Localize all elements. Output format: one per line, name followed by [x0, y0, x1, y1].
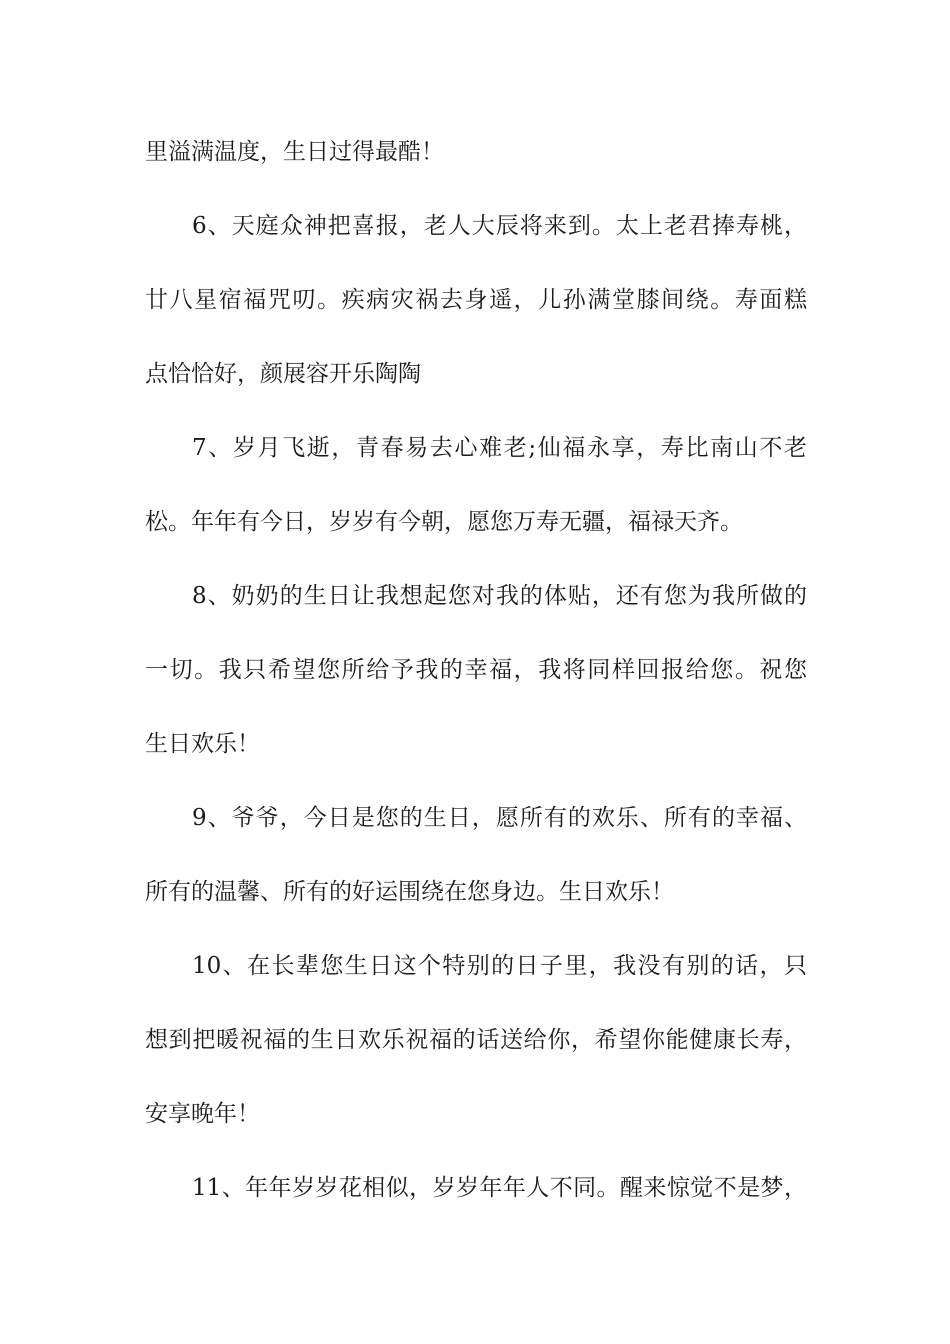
text-line: 一切。我只希望您所给予我的幸福，我将同样回报给您。祝您	[145, 657, 807, 683]
text-line: 里溢满温度，生日过得最酷！	[145, 139, 444, 165]
text-line: 6、天庭众神把喜报，老人大辰将来到。太上老君捧寿桃，	[192, 213, 807, 239]
text-line: 想到把暖祝福的生日欢乐祝福的话送给你，希望你能健康长寿，	[145, 1027, 807, 1053]
text-line: 点恰恰好，颜展容开乐陶陶	[145, 361, 421, 387]
text-line: 松。年年有今日，岁岁有今朝，愿您万寿无疆，福禄天齐。	[145, 509, 743, 535]
text-line: 生日欢乐！	[145, 731, 260, 757]
text-line: 廿八星宿福咒叨。疾病灾祸去身遥，儿孙满堂膝间绕。寿面糕	[145, 287, 807, 313]
text-line: 所有的温馨、所有的好运围绕在您身边。生日欢乐！	[145, 879, 674, 905]
text-line: 7、岁月飞逝，青春易去心难老;仙福永享，寿比南山不老	[192, 435, 807, 461]
document-body	[145, 134, 807, 1244]
text-line: 11、年年岁岁花相似，岁岁年年人不同。醒来惊觉不是梦，	[192, 1175, 807, 1201]
text-line: 8、奶奶的生日让我想起您对我的体贴，还有您为我所做的	[192, 583, 807, 609]
text-line: 9、爷爷，今日是您的生日，愿所有的欢乐、所有的幸福、	[192, 805, 807, 831]
text-line: 安享晚年！	[145, 1101, 260, 1127]
text-line: 10、在长辈您生日这个特别的日子里，我没有别的话，只	[192, 953, 807, 979]
